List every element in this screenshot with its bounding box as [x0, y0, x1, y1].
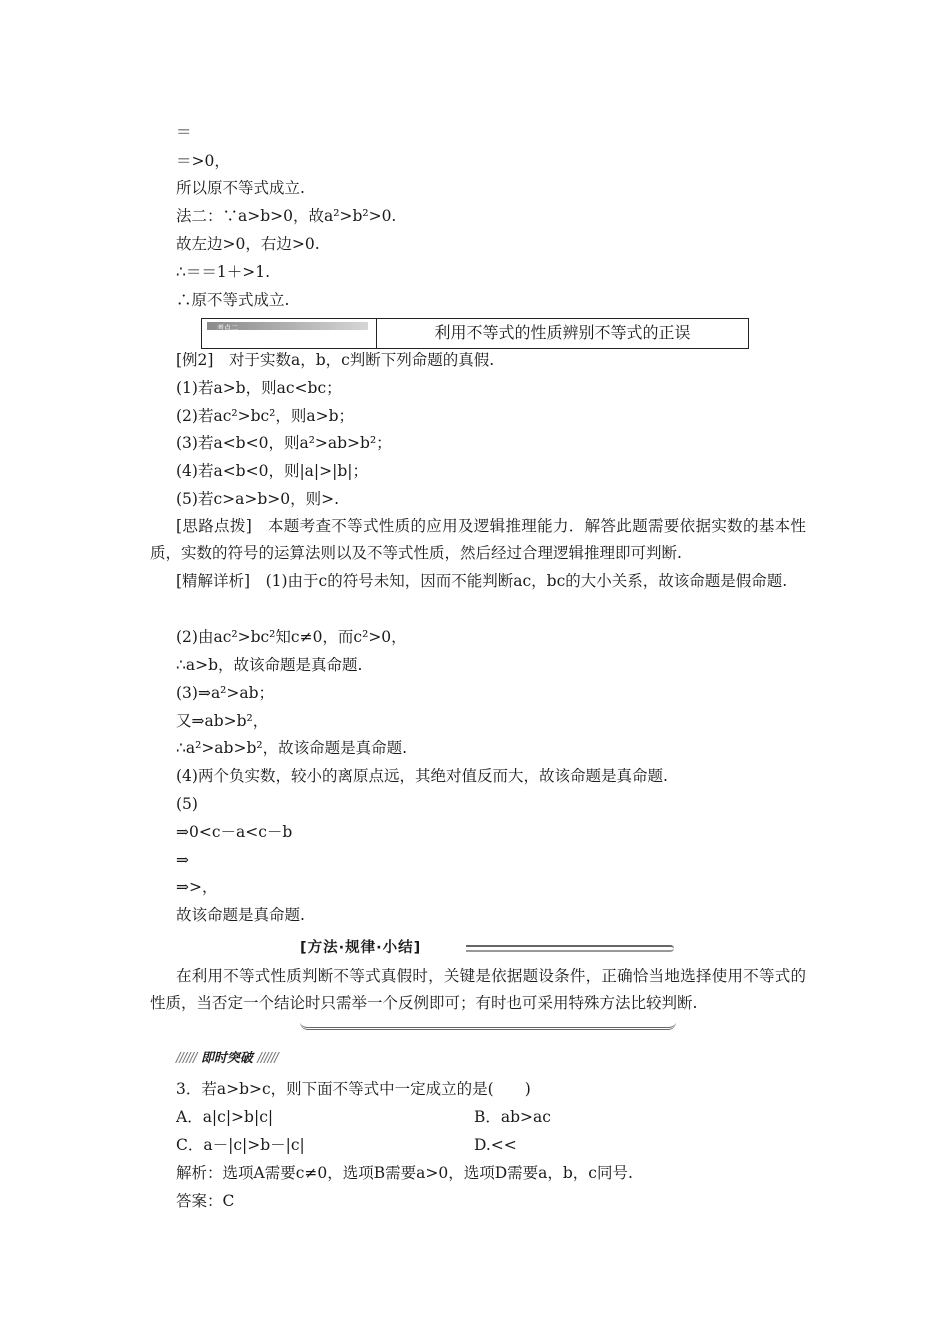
- example-stem: [例2] 对于实数a，b，c判断下列命题的真假.: [176, 351, 495, 369]
- method-heading: [方法·规律·小结]: [300, 940, 422, 956]
- instant-practice-label: 即时突破: [200, 1051, 253, 1066]
- section-header-box: [201, 318, 749, 349]
- proof-line: 法二：∵a>b>0，故a²>b²>0.: [176, 207, 397, 225]
- section-tag-cell: [202, 319, 377, 348]
- method-bottom-rule: [300, 1022, 676, 1030]
- example-item: (2)若ac²>bc²，则a>b；: [176, 407, 355, 425]
- option-a: A．a|c|>b|c|: [176, 1108, 274, 1126]
- analysis-step: (3)⇒a²>ab；: [176, 684, 275, 702]
- analysis-step: ⇒>，: [176, 878, 218, 896]
- analysis-step: (5): [176, 795, 198, 813]
- analysis-step: ⇒: [176, 851, 189, 869]
- example-item: (5)若c>a>b>0，则>.: [176, 490, 340, 508]
- instant-practice-heading: [176, 1050, 278, 1068]
- method-body: 在利用不等式性质判断不等式真假时，关键是依据题设条件，正确恰当地选择使用不等式的性质，当否定一个结论时只需举一个反例即可；有时也可采用特殊方法比较判断.: [150, 967, 806, 1012]
- proof-line: ∴原不等式成立.: [176, 291, 290, 309]
- question-stem: 3．若a>b>c，则下面不等式中一定成立的是( ): [176, 1080, 531, 1098]
- hint-paragraph: [思路点拨] 本题考查不等式性质的应用及逻辑推理能力．解答此题需要依据实数的基本性质，实数的符号的运算法则以及不等式性质，然后经过合理逻辑推理即可判断.: [150, 517, 806, 562]
- proof-line: 所以原不等式成立.: [176, 179, 305, 197]
- option-d: D.<<: [474, 1136, 517, 1154]
- decorative-slashes-right: //////: [257, 1051, 278, 1066]
- analysis-step: 故该命题是真命题.: [176, 906, 305, 924]
- example-item: (1)若a>b，则ac<bc；: [176, 379, 342, 397]
- example-item: (4)若a<b<0，则|a|>|b|；: [176, 462, 368, 480]
- option-b: B．ab>ac: [474, 1108, 551, 1126]
- question-analysis: 解析：选项A需要c≠0，选项B需要a>0，选项D需要a，b，c同号.: [176, 1164, 633, 1182]
- analysis-step: ⇒0<c－a<c－b: [176, 823, 293, 841]
- option-c: C．a－|c|>b－|c|: [176, 1136, 305, 1154]
- analysis-paragraph: [精解详析] (1)由于c的符号未知，因而不能判断ac，bc的大小关系，故该命题是假命题.: [176, 572, 788, 590]
- analysis-step: (2)由ac²>bc²知c≠0，而c²>0，: [176, 628, 407, 646]
- proof-line: ∴＝＝1＋>1.: [176, 263, 270, 281]
- proof-line: 故左边>0，右边>0.: [176, 235, 320, 253]
- example-item: (3)若a<b<0，则a²>ab>b²；: [176, 434, 392, 452]
- method-heading-rule: [466, 945, 674, 952]
- section-tag-label: 考点二: [217, 324, 238, 332]
- analysis-step: ∴a²>ab>b²，故该命题是真命题.: [176, 739, 408, 757]
- analysis-step: (4)两个负实数，较小的离原点远，其绝对值反而大，故该命题是真命题.: [176, 767, 668, 785]
- decorative-slashes-left: //////: [176, 1051, 197, 1066]
- analysis-step: 又⇒ab>b²，: [176, 712, 269, 730]
- analysis-step: ∴a>b，故该命题是真命题.: [176, 656, 363, 674]
- question-answer: 答案：C: [176, 1192, 235, 1210]
- section-tag-bar: [207, 322, 368, 330]
- section-title: 利用不等式的性质辨别不等式的正误: [434, 323, 691, 342]
- proof-line: ＝: [176, 123, 192, 141]
- proof-line: ＝>0，: [176, 152, 230, 170]
